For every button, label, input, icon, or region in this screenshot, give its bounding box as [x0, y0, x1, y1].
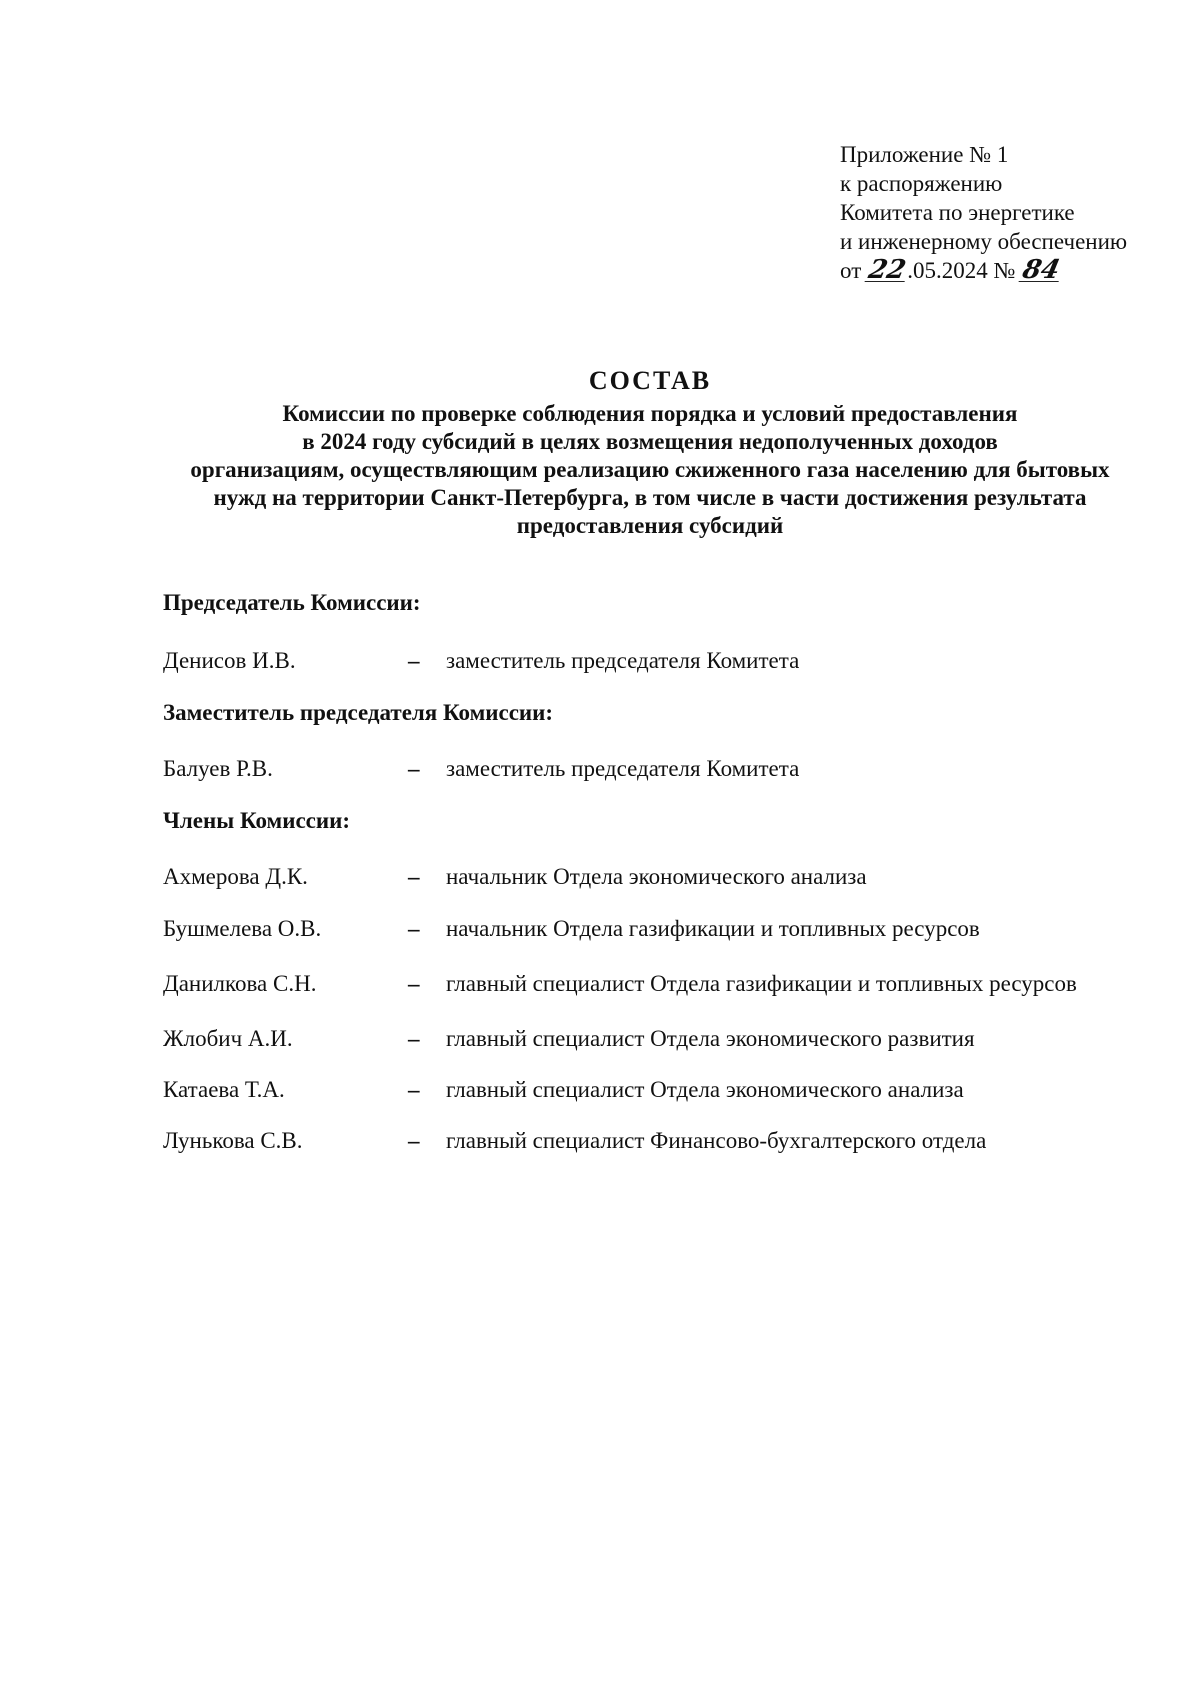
member-dash: – [408, 916, 420, 941]
member-dash: – [408, 864, 420, 889]
document-title [150, 364, 1150, 540]
title-line-3: организациям, осуществляющим реализацию сжиженного газа населению для бытовых [190, 457, 1110, 482]
member-role: главный специалист Отдела экономического развития [446, 1026, 975, 1051]
handwritten-number: 84 [1020, 255, 1063, 285]
member-dash: – [408, 756, 420, 781]
member-dash: – [408, 1128, 420, 1153]
member-row [163, 864, 1163, 894]
appendix-date-line [840, 256, 1180, 285]
title-line-2: в 2024 году субсидий в целях возмещения недополученных доходов [302, 429, 998, 454]
date-rest: .05.2024 № [907, 258, 1022, 283]
member-row [163, 756, 1163, 786]
member-dash: – [408, 971, 420, 996]
title-subtitle [150, 400, 1150, 540]
title-main: СОСТАВ [588, 366, 712, 395]
member-row [163, 916, 1163, 946]
appendix-line-4: и инженерному обеспечению [840, 229, 1128, 254]
members-heading: Члены Комиссии: [163, 808, 351, 833]
member-row [163, 1077, 1163, 1107]
member-name: Ахмерова Д.К. [163, 864, 308, 889]
title-line-4: нужд на территории Санкт-Петербурга, в том числе в части достижения результата [213, 485, 1087, 510]
member-name: Жлобич А.И. [163, 1026, 293, 1051]
member-row [163, 1128, 1163, 1158]
title-line-1: Комиссии по проверке соблюдения порядка и условий предоставления [282, 401, 1018, 426]
date-prefix: от [840, 258, 867, 283]
appendix-block [840, 140, 1180, 285]
member-role: главный специалист Финансово-бухгалтерского отдела [446, 1128, 987, 1153]
member-dash: – [408, 648, 420, 673]
title-line-5: предоставления субсидий [516, 513, 784, 538]
member-name: Лунькова С.В. [163, 1128, 303, 1153]
chairman-heading: Председатель Комиссии: [163, 590, 421, 615]
member-row [163, 1026, 1163, 1056]
member-role: заместитель председателя Комитета [446, 756, 800, 781]
appendix-line-1: Приложение № 1 [840, 142, 1009, 167]
member-role: главный специалист Отдела газификации и топливных ресурсов [446, 971, 1077, 996]
member-dash: – [408, 1026, 420, 1051]
member-name: Катаева Т.А. [163, 1077, 285, 1102]
member-dash: – [408, 1077, 420, 1102]
handwritten-day: 22 [865, 255, 909, 285]
appendix-line-3: Комитета по энергетике [840, 200, 1075, 225]
member-row [163, 971, 1163, 1001]
member-role: заместитель председателя Комитета [446, 648, 800, 673]
member-role: начальник Отдела газификации и топливных ресурсов [446, 916, 980, 941]
member-name: Данилкова С.Н. [163, 971, 317, 996]
member-row [163, 648, 1163, 678]
member-role: начальник Отдела экономического анализа [446, 864, 867, 889]
deputy-heading: Заместитель председателя Комиссии: [163, 700, 554, 725]
member-name: Балуев Р.В. [163, 756, 273, 781]
member-name: Бушмелева О.В. [163, 916, 322, 941]
member-role: главный специалист Отдела экономического анализа [446, 1077, 964, 1102]
appendix-line-2: к распоряжению [840, 171, 1003, 196]
member-name: Денисов И.В. [163, 648, 296, 673]
